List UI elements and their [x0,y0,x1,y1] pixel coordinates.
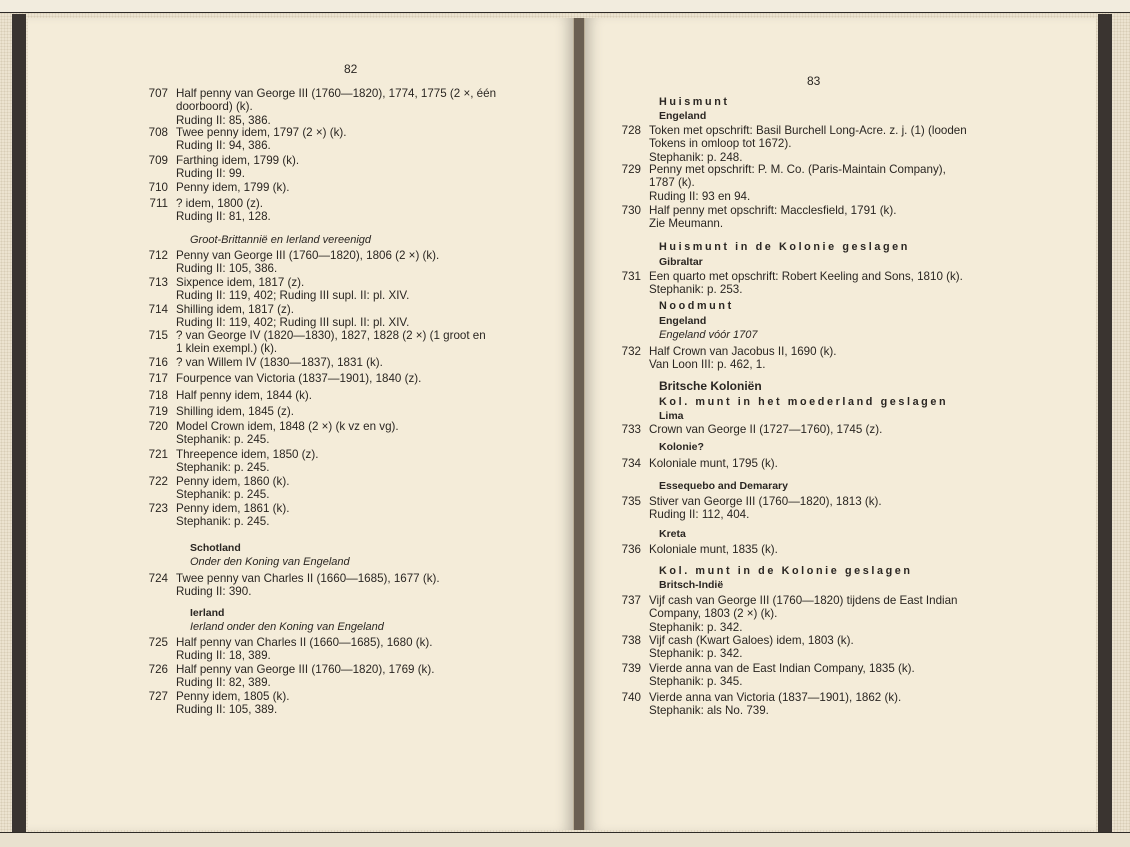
entry-line: Ruding II: 94, 386. [176,139,271,153]
entry-line: Ruding II: 82, 389. [176,676,271,690]
entry-number: 710 [148,181,168,194]
entry-line: Twee penny van Charles II (1660—1685), 1677 (k). [176,572,440,585]
entry-line: Stephanik: p. 345. [649,675,743,689]
entry-number: 709 [148,154,168,167]
entry-number: 736 [621,543,641,556]
entry-line: Stephanik: p. 245. [176,433,270,447]
entry-number: 722 [148,475,168,488]
entry-number: 733 [621,423,641,436]
entry-line: Penny idem, 1799 (k). [176,181,290,194]
section-subheading: Engeland [659,110,707,122]
entry-number: 739 [621,662,641,675]
section-subheading: Onder den Koning van Engeland [190,556,350,568]
entry-number: 737 [621,594,641,607]
entry-line: ? van Willem IV (1830—1837), 1831 (k). [176,356,383,369]
entry-line: Token met opschrift: Basil Burchell Long-Acre. z. j. (1) (looden [649,124,967,137]
entry-number: 711 [149,197,168,210]
section-subheading: Kolonie? [659,441,704,453]
entry-number: 719 [148,405,168,418]
entry-line: Half penny van George III (1760—1820), 1774, 1775 (2 ×, één [176,87,497,100]
section-subheading: Britsch-Indië [659,579,724,591]
book-cover-left-edge [12,14,26,832]
entry-number: 713 [148,276,168,289]
entry-line: Ruding II: 105, 389. [176,703,278,717]
entry-number: 715 [148,329,168,342]
entry-number: 731 [621,270,641,283]
entry-number: 738 [621,634,641,647]
entry-line: Ruding II: 85, 386. [176,113,271,127]
section-heading: Noodmunt [659,300,734,312]
entry-number: 721 [148,448,168,461]
entry-line: ? idem, 1800 (z). [176,197,263,210]
section-subheading: Lima [659,410,684,422]
entry-number: 732 [621,345,641,358]
left-page [28,18,574,830]
section-heading: Kol. munt in het moederland geslagen [659,396,949,408]
entry-number: 707 [148,87,168,100]
entry-line: Sixpence idem, 1817 (z). [176,276,305,289]
entry-number: 712 [148,249,168,262]
entry-line: Twee penny idem, 1797 (2 ×) (k). [176,126,347,139]
entry-line: Stephanik: p. 245. [176,488,270,502]
entry-line: Half penny met opschrift: Macclesfield, 1791 (k). [649,204,897,217]
book-gutter [574,18,584,830]
entry-line: Vijf cash (Kwart Galoes) idem, 1803 (k). [649,634,854,647]
entry-line: 1787 (k). [649,176,695,190]
entry-line: Tokens in omloop tot 1672). [649,137,792,151]
entry-line: Stephanik: p. 253. [649,283,743,297]
entry-line: Half penny idem, 1844 (k). [176,389,312,402]
section-heading: Britsche Koloniën [659,379,762,393]
entry-number: 718 [148,389,168,402]
entry-line: Vierde anna van de East Indian Company, 1835 (k). [649,662,915,675]
book-cover-right-edge [1098,14,1112,832]
entry-number: 725 [148,636,168,649]
entry-line: Penny idem, 1861 (k). [176,502,290,515]
entry-line: Half Crown van Jacobus II, 1690 (k). [649,345,837,358]
entry-line: Threepence idem, 1850 (z). [176,448,319,461]
entry-line: Stephanik: p. 342. [649,647,743,661]
section-subheading: Ierland onder den Koning van Engeland [190,621,384,633]
entry-line: Stephanik: p. 342. [649,620,743,634]
entry-line: Vijf cash van George III (1760—1820) tijdens de East Indian [649,594,958,607]
entry-line: Penny idem, 1805 (k). [176,690,290,703]
entry-line: ? van George IV (1820—1830), 1827, 1828 (2 ×) (1 groot en [176,329,486,342]
entry-line: Van Loon III: p. 462, 1. [649,358,766,372]
entry-line: Ruding II: 99. [176,167,245,181]
entry-line: Model Crown idem, 1848 (2 ×) (k vz en vg). [176,420,399,433]
book-top-edge [0,0,1130,13]
section-subheading: Engeland [659,315,707,327]
entry-line: Fourpence van Victoria (1837—1901), 1840 (z). [176,372,422,385]
right-page [584,18,1096,830]
entry-line: Ruding II: 112, 404. [649,508,750,522]
entry-number: 714 [148,303,168,316]
entry-line: Een quarto met opschrift: Robert Keeling and Sons, 1810 (k). [649,270,963,283]
entry-line: Stiver van George III (1760—1820), 1813 (k). [649,495,882,508]
book-bottom-edge [0,832,1130,847]
entry-number: 723 [148,502,168,515]
entry-line: Vierde anna van Victoria (1837—1901), 1862 (k). [649,691,902,704]
entry-line: Ruding II: 119, 402; Ruding III supl. II: pl. XIV. [176,316,410,330]
entry-number: 729 [621,163,641,176]
entry-number: 716 [148,356,168,369]
section-subheading: Groot-Brittannië en Ierland vereenigd [190,234,371,246]
entry-number: 734 [621,457,641,470]
entry-line: Koloniale munt, 1835 (k). [649,543,778,556]
section-heading: Kol. munt in de Kolonie geslagen [659,565,913,577]
entry-line: Ruding II: 105, 386. [176,262,278,276]
entry-line: Ruding II: 93 en 94. [649,189,751,203]
page-number: 83 [807,74,821,88]
entry-line: Ruding II: 81, 128. [176,210,271,224]
entry-line: Ruding II: 119, 402; Ruding III supl. II: pl. XIV. [176,289,410,303]
entry-line: Penny van George III (1760—1820), 1806 (2 ×) (k). [176,249,440,262]
section-subheading: Gibraltar [659,256,703,268]
entry-number: 708 [148,126,168,139]
entry-number: 724 [148,572,168,585]
entry-line: Stephanik: p. 245. [176,515,270,529]
entry-line: 1 klein exempl.) (k). [176,342,278,356]
entry-line: Company, 1803 (2 ×) (k). [649,607,778,621]
entry-number: 720 [148,420,168,433]
entry-number: 726 [148,663,168,676]
entry-line: Ruding II: 18, 389. [176,649,271,663]
entry-number: 717 [148,372,168,385]
entry-line: Crown van George II (1727—1760), 1745 (z). [649,423,883,436]
entry-number: 728 [621,124,641,137]
entry-line: doorboord) (k). [176,100,253,114]
entry-line: Half penny van Charles II (1660—1685), 1680 (k). [176,636,433,649]
page-number: 82 [344,62,358,76]
section-heading: Huismunt in de Kolonie geslagen [659,241,910,253]
entry-line: Koloniale munt, 1795 (k). [649,457,778,470]
entry-line: Shilling idem, 1817 (z). [176,303,294,316]
section-heading: Ierland [190,607,225,619]
entry-number: 735 [621,495,641,508]
entry-line: Stephanik: p. 245. [176,461,270,475]
entry-line: Zie Meumann. [649,217,724,231]
entry-line: Penny idem, 1860 (k). [176,475,290,488]
entry-line: Penny met opschrift: P. M. Co. (Paris-Maintain Company), [649,163,946,176]
section-subheading: Engeland vóór 1707 [659,329,758,341]
entry-number: 740 [621,691,641,704]
entry-line: Shilling idem, 1845 (z). [176,405,294,418]
section-subheading: Kreta [659,528,686,540]
entry-number: 730 [621,204,641,217]
entry-line: Farthing idem, 1799 (k). [176,154,300,167]
entry-line: Stephanik: p. 248. [649,150,743,164]
section-subheading: Essequebo and Demarary [659,480,788,492]
entry-line: Stephanik: als No. 739. [649,704,769,718]
entry-line: Ruding II: 390. [176,585,252,599]
entry-line: Half penny van George III (1760—1820), 1769 (k). [176,663,435,676]
section-heading: Huismunt [659,96,730,108]
entry-number: 727 [148,690,168,703]
section-heading: Schotland [190,542,241,554]
